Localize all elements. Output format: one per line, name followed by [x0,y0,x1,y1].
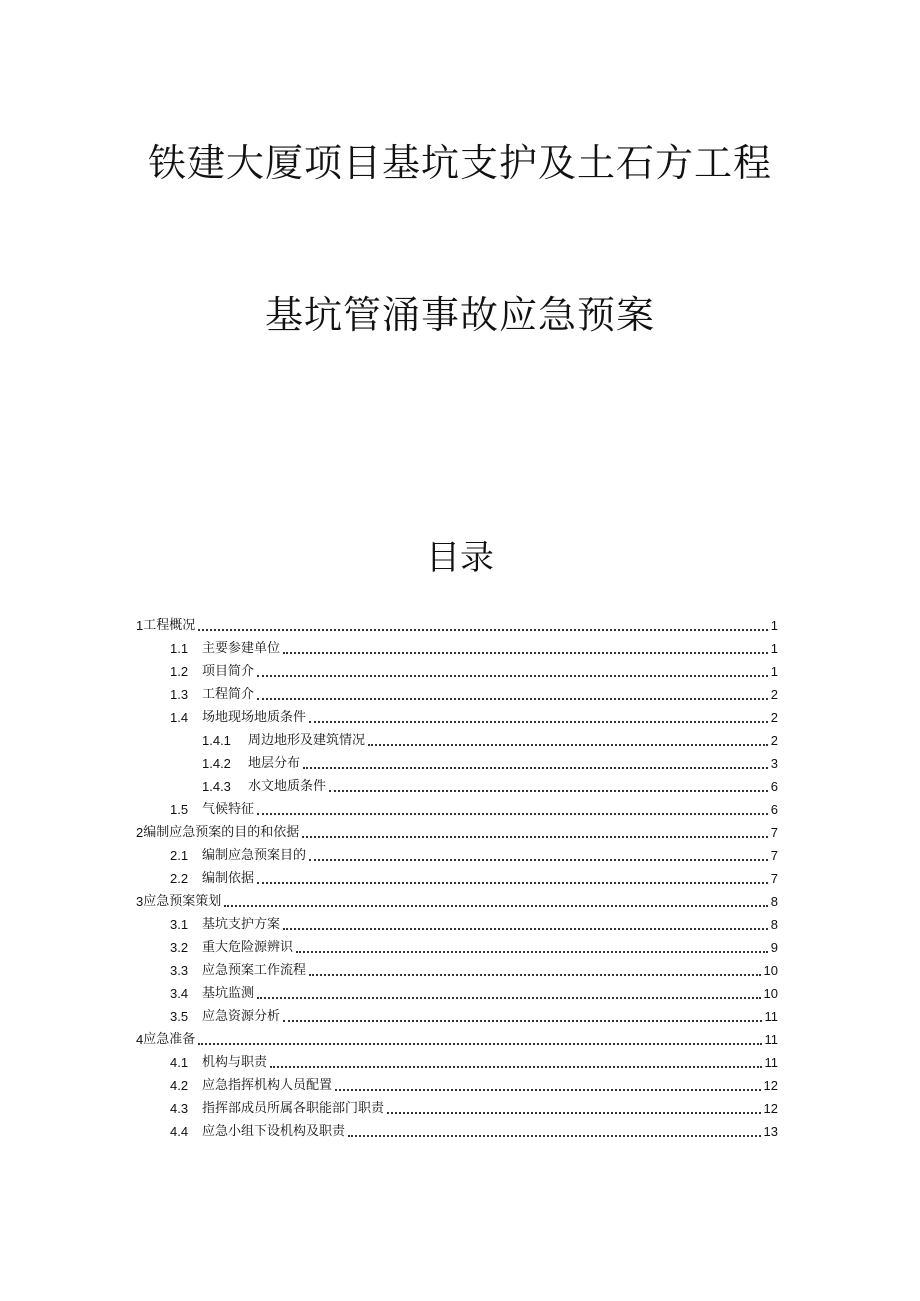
toc-entry-number: 2 [136,825,144,840]
toc-entry-page: 6 [770,802,778,817]
toc-entry-page: 8 [770,917,778,932]
toc-dot-leader [257,881,768,884]
toc-dot-leader [283,651,768,654]
toc-entry-title: 工程简介 [202,687,255,702]
toc-dot-leader [198,1042,761,1045]
document-title-line-1: 铁建大厦项目基坑支护及土石方工程 [147,141,772,185]
toc-entry-number: 1.4.3 [202,779,231,794]
toc-entry[interactable] [0,911,920,934]
toc-entry[interactable] [0,888,920,911]
toc-entry-number: 3 [136,894,144,909]
toc-entry-page: 13 [763,1124,778,1139]
toc-entry-title: 应急预案策划 [143,894,222,909]
toc-entry-number: 4 [136,1032,144,1047]
toc-entry-title: 项目简介 [202,664,255,679]
toc-entry-number: 2.2 [170,871,189,886]
toc-entry[interactable] [0,1118,920,1141]
toc-entry-number: 1.4.2 [202,756,231,771]
toc-entry[interactable] [0,704,920,727]
toc-dot-leader [224,904,768,907]
toc-dot-leader [368,743,768,746]
toc-dot-leader [302,835,768,838]
toc-entry-number: 3.4 [170,986,189,1001]
toc-entry-title: 地层分布 [248,756,301,771]
toc-entry-number: 3.1 [170,917,189,932]
toc-entry-number: 4.3 [170,1101,189,1116]
toc-entry-page: 6 [770,779,778,794]
toc-entry[interactable] [0,658,920,681]
toc-dot-leader [283,1019,761,1022]
toc-entry-page: 2 [770,710,778,725]
toc-dot-leader [309,973,761,976]
toc-entry-number: 1.4.1 [202,733,231,748]
toc-dot-leader [257,697,768,700]
document-title-line-2: 基坑管涌事故应急预案 [264,293,655,337]
toc-entry-title: 编制应急预案目的 [202,848,307,863]
toc-entry-number: 3.3 [170,963,189,978]
toc-entry[interactable] [0,1026,920,1049]
toc-entry-title: 基坑支护方案 [202,917,281,932]
toc-entry-page: 11 [764,1055,778,1070]
toc-entry-page: 12 [763,1101,778,1116]
toc-entry[interactable] [0,727,920,750]
toc-entry-number: 4.1 [170,1055,189,1070]
toc-entry-title: 应急准备 [143,1032,196,1047]
toc-entry-title: 编制应急预案的目的和依据 [143,825,300,840]
toc-entry-number: 1.2 [170,664,189,679]
toc-entry-page: 1 [770,641,778,656]
toc-entry-title: 场地现场地质条件 [202,710,307,725]
toc-entry-page: 10 [763,963,778,978]
toc-entry-page: 3 [770,756,778,771]
toc-entry[interactable] [0,934,920,957]
toc-entry[interactable] [0,796,920,819]
toc-entry[interactable] [0,1095,920,1118]
toc-heading: 目录 [426,538,494,578]
toc-entry-title: 基坑监测 [202,986,255,1001]
toc-entry-number: 4.2 [170,1078,189,1093]
toc-entry-page: 7 [770,825,778,840]
toc-entry[interactable] [0,1003,920,1026]
toc-entry-page: 7 [770,848,778,863]
toc-entry-title: 应急小组下设机构及职责 [202,1124,346,1139]
toc-entry-number: 2.1 [170,848,189,863]
toc-dot-leader [329,789,768,792]
toc-entry-title: 周边地形及建筑情况 [248,733,366,748]
toc-entry-title: 主要参建单位 [202,641,281,656]
toc-dot-leader [309,858,768,861]
toc-entry-page: 9 [770,940,778,955]
toc-entry-page: 2 [770,733,778,748]
toc-dot-leader [283,927,768,930]
toc-dot-leader [348,1134,761,1137]
toc-entry[interactable] [0,612,920,635]
toc-entry[interactable] [0,842,920,865]
toc-entry[interactable] [0,980,920,1003]
table-of-contents [0,612,920,1141]
toc-entry-page: 8 [770,894,778,909]
toc-entry[interactable] [0,819,920,842]
toc-entry-title: 重大危险源辨识 [202,940,294,955]
toc-entry-title: 气候特征 [202,802,255,817]
toc-entry-page: 1 [770,664,778,679]
toc-entry-number: 1.3 [170,687,189,702]
toc-entry-page: 11 [764,1009,778,1024]
toc-dot-leader [296,950,768,953]
toc-entry[interactable] [0,957,920,980]
toc-entry-number: 1 [136,618,144,633]
toc-entry[interactable] [0,681,920,704]
toc-dot-leader [257,812,768,815]
toc-entry-page: 11 [764,1032,778,1047]
toc-entry-number: 1.1 [170,641,189,656]
toc-dot-leader [257,674,768,677]
toc-entry-title: 机构与职责 [202,1055,268,1070]
toc-entry-title: 应急预案工作流程 [202,963,307,978]
toc-dot-leader [387,1111,761,1114]
toc-dot-leader [335,1088,761,1091]
toc-entry-page: 12 [763,1078,778,1093]
toc-entry[interactable] [0,773,920,796]
toc-dot-leader [198,628,768,631]
toc-entry-title: 应急指挥机构人员配置 [202,1078,333,1093]
toc-entry-number: 3.2 [170,940,189,955]
toc-entry-page: 1 [770,618,778,633]
toc-dot-leader [270,1065,761,1068]
toc-entry[interactable] [0,1049,920,1072]
toc-entry-number: 1.5 [170,802,189,817]
toc-entry-number: 3.5 [170,1009,189,1024]
toc-entry-title: 水文地质条件 [248,779,327,794]
toc-entry-title: 指挥部成员所属各职能部门职责 [202,1101,385,1116]
toc-entry[interactable] [0,635,920,658]
toc-entry[interactable] [0,1072,920,1095]
toc-dot-leader [303,766,768,769]
toc-entry[interactable] [0,865,920,888]
toc-entry-title: 应急资源分析 [202,1009,281,1024]
toc-entry-number: 1.4 [170,710,189,725]
toc-dot-leader [309,720,768,723]
toc-entry-page: 10 [763,986,778,1001]
toc-entry-title: 工程概况 [143,618,196,633]
toc-entry-page: 7 [770,871,778,886]
toc-entry-page: 2 [770,687,778,702]
toc-entry-title: 编制依据 [202,871,255,886]
toc-entry[interactable] [0,750,920,773]
toc-entry-number: 4.4 [170,1124,189,1139]
toc-dot-leader [257,996,761,999]
